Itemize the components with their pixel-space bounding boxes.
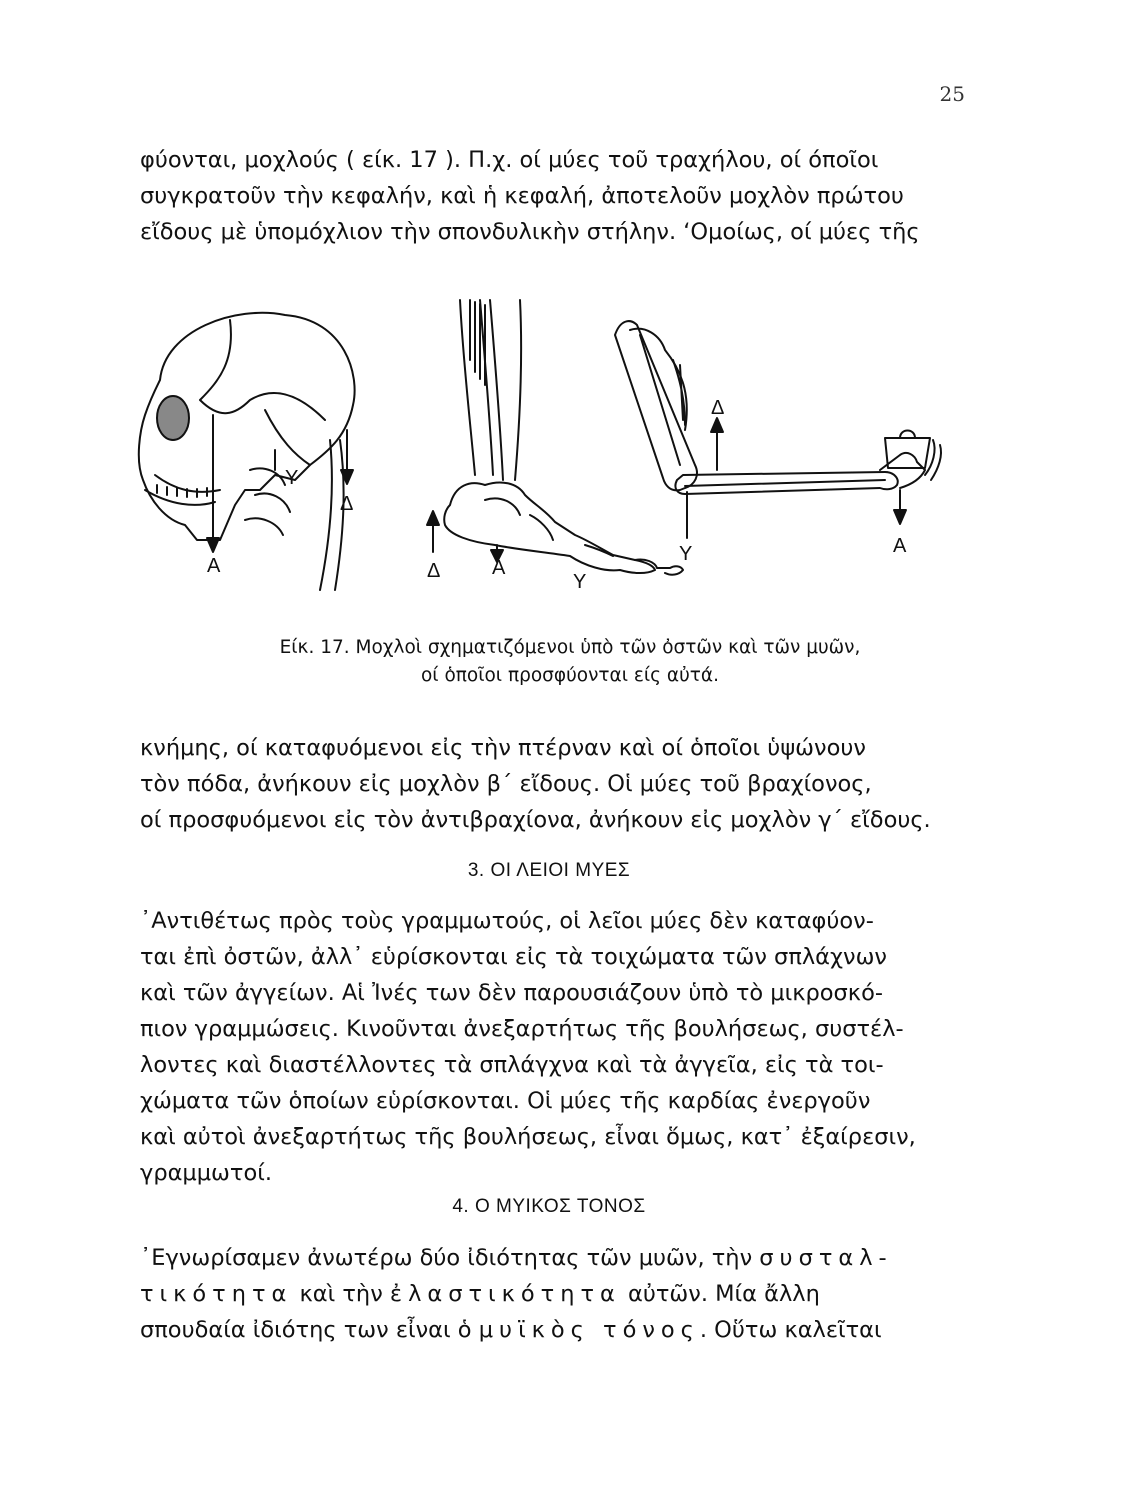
- emphasis-contractility-1: συσταλ-: [759, 1245, 893, 1271]
- text-line: τὸν πόδα, ἀνήκουν εἰς μοχλὸν β΄ εἴδους. Οἱ μύες τοῦ βραχίονος,: [140, 771, 872, 797]
- caption-line-1: Είκ. 17. Μοχλοὶ σχηματιζόμενοι ὑπὸ τῶν ὀστῶν καὶ τῶν μυῶν,: [279, 637, 861, 658]
- foot-d-arrow: [427, 511, 439, 525]
- text-line: φύονται, μοχλούς ( είκ. 17 ). Π.χ. οί μύες τοῦ τραχήλου, οί όποῖοι: [140, 147, 879, 173]
- foot-label-d: Δ: [427, 560, 441, 582]
- section-3-heading: 3. ΟΙ ΛΕΙΟΙ ΜΥΕΣ: [467, 860, 631, 881]
- text-line: λοντες καὶ διαστέλλοντες τὰ σπλάγχνα καὶ τὰ ἀγγεῖα, εἰς τὰ τοι-: [140, 1052, 884, 1078]
- text-line: κνήμης, οί καταφυόμενοι εἰς τὴν πτέρναν καὶ οί ὁποῖοι ὑψώνουν: [140, 735, 866, 761]
- figure-17-levers: [125, 290, 955, 610]
- text-run: αὐτῶν. Μία ἄλλη: [620, 1281, 820, 1307]
- emphasis-contractility-2: τικότητα: [140, 1281, 293, 1307]
- skull-drawing: [139, 313, 355, 590]
- text-line: ται ἐπὶ ὀστῶν, ἀλλ᾿ εὑρίσκονται εἰς τὰ τοιχώματα τῶν σπλάχνων: [140, 944, 887, 970]
- text-line: εἴδους μὲ ὑπομόχλιον τὴν σπονδυλικὴν στήλην. ‘Ομοίως, οί μύες τῆς: [140, 219, 920, 245]
- emphasis-muscle-tone: μυϊκὸς τόνος: [478, 1317, 700, 1343]
- section-3-body: [140, 903, 958, 1191]
- text-line: καὶ αὐτοὶ ἀνεξαρτήτως τῆς βουλήσεως, εἶναι ὅμως, κατ᾿ ἐξαίρεσιν,: [140, 1124, 916, 1150]
- foot-label-a: Α: [492, 557, 506, 579]
- paragraph-levers: [140, 730, 958, 838]
- arm-label-d: Δ: [711, 397, 725, 419]
- arm-label-a: Α: [893, 535, 907, 557]
- text-line: [140, 1276, 958, 1312]
- head-label-d: Δ: [340, 493, 354, 515]
- head-label-a: Α: [207, 555, 221, 577]
- caption-line-2: οί ὁποῖοι προσφύονται είς αὐτά.: [420, 665, 720, 686]
- arm-label-y: Υ: [679, 543, 693, 565]
- emphasis-elasticity: ἐλαστικότητα: [389, 1281, 621, 1307]
- text-line: [140, 1312, 958, 1348]
- text-run: . Οὕτω καλεῖται: [699, 1317, 882, 1343]
- foot-label-y: Υ: [573, 571, 587, 593]
- text-line: πιον γραμμώσεις. Κινοῦνται ἀνεξαρτήτως τῆς βουλήσεως, συστέλ-: [140, 1016, 904, 1042]
- section-4-body: [140, 1240, 958, 1348]
- page-number: 25: [939, 82, 965, 106]
- text-run: καὶ τὴν: [292, 1281, 390, 1307]
- arm-d-arrow: [711, 418, 723, 432]
- levers-illustration: [125, 290, 955, 610]
- text-run: ᾿Εγνωρίσαμεν ἀνωτέρω δύο ἰδιότητας τῶν μυῶν, τὴν: [140, 1245, 760, 1271]
- text-run: σπουδαία ἰδιότης των εἶναι ὁ: [140, 1317, 479, 1343]
- section-4-heading: 4. Ο ΜΥΙΚΟΣ ΤΟΝΟΣ: [452, 1196, 646, 1217]
- text-line: καὶ τῶν ἀγγείων. Αἱ Ἰνές των δὲν παρουσιάζουν ὑπὸ τὸ μικροσκό-: [140, 980, 883, 1006]
- head-a-arrow: [207, 538, 219, 552]
- paragraph-intro: [140, 142, 958, 250]
- figure-caption: [140, 634, 1000, 690]
- text-line: οί προσφυόμενοι εἰς τὸν ἀντιβραχίονα, ἀνήκουν εἰς μοχλὸν γ΄ εἴδους.: [140, 807, 931, 833]
- arm-a-arrow: [894, 510, 906, 524]
- arm-drawing: [615, 321, 941, 565]
- text-line: ᾿Αντιθέτως πρὸς τοὺς γραμμωτούς, οἱ λεῖοι μύες δὲν καταφύον-: [140, 908, 874, 934]
- text-line: [140, 1240, 958, 1276]
- text-line: συγκρατοῦν τὴν κεφαλήν, καὶ ἡ κεφαλή, ἀποτελοῦν μοχλὸν πρώτου: [140, 183, 904, 209]
- text-line: χώματα τῶν ὁποίων εὑρίσκονται. Οἱ μύες τῆς καρδίας ἐνεργοῦν: [140, 1088, 871, 1114]
- text-line: γραμμωτοί.: [140, 1160, 272, 1186]
- head-label-y: Υ: [285, 467, 299, 489]
